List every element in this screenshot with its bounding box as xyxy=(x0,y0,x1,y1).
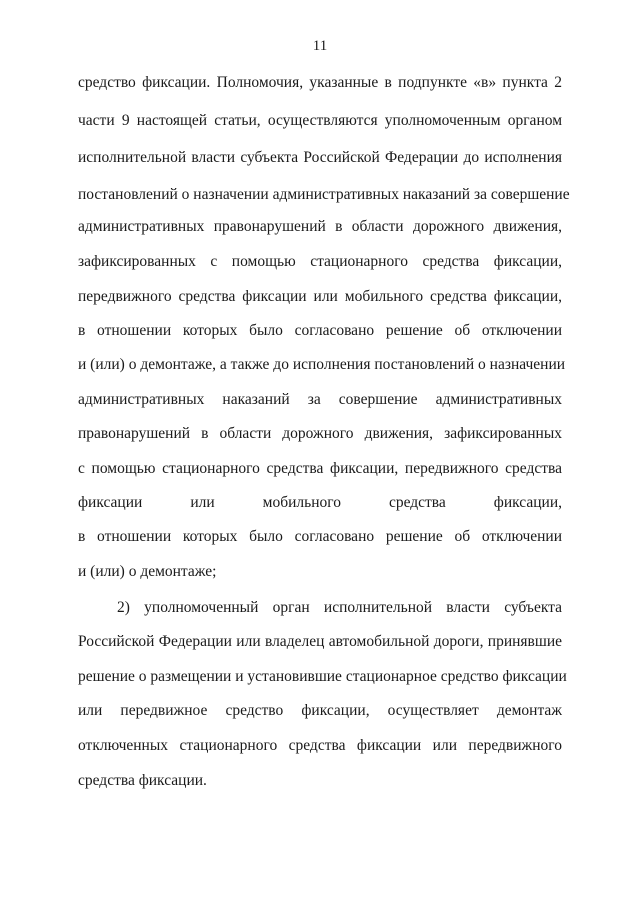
text-line: части 9 настоящей статьи, осуществляются уполномоченным органом xyxy=(78,112,562,129)
text-line: средства фиксации. xyxy=(78,772,207,789)
text-line: передвижного средства фиксации или мобильного средства фиксации, xyxy=(78,288,562,305)
text-line: в отношении которых было согласовано решение об отключении xyxy=(78,322,562,339)
text-line: зафиксированных с помощью стационарного средства фиксации, xyxy=(78,253,562,270)
text-line: и (или) о демонтаже; xyxy=(78,563,217,580)
text-line: или передвижное средство фиксации, осуществляет демонтаж xyxy=(78,702,562,719)
text-line: отключенных стационарного средства фиксации или передвижного xyxy=(78,737,562,754)
text-line: решение о размещении и установившие стационарное средство фиксации xyxy=(78,668,567,685)
text-line: средство фиксации. Полномочия, указанные в подпункте «в» пункта 2 xyxy=(78,74,562,91)
text-line: исполнительной власти субъекта Российской Федерации до исполнения xyxy=(78,149,562,166)
text-line: в отношении которых было согласовано решение об отключении xyxy=(78,528,562,545)
text-line: с помощью стационарного средства фиксации, передвижного средства xyxy=(78,460,562,477)
page-number: 11 xyxy=(312,38,328,54)
text-line: правонарушений в области дорожного движения, зафиксированных xyxy=(78,425,562,442)
text-line: административных наказаний за совершение административных xyxy=(78,391,562,408)
text-line: постановлений о назначении административных наказаний за совершение xyxy=(78,186,570,203)
text-line: административных правонарушений в области дорожного движения, xyxy=(78,218,562,235)
text-line: фиксации или мобильного средства фиксации, xyxy=(78,494,562,511)
text-line: и (или) о демонтаже, а также до исполнения постановлений о назначении xyxy=(78,356,566,373)
text-line: Российской Федерации или владелец автомобильной дороги, принявшие xyxy=(78,633,562,650)
text-line: 2) уполномоченный орган исполнительной власти субъекта xyxy=(117,599,562,616)
